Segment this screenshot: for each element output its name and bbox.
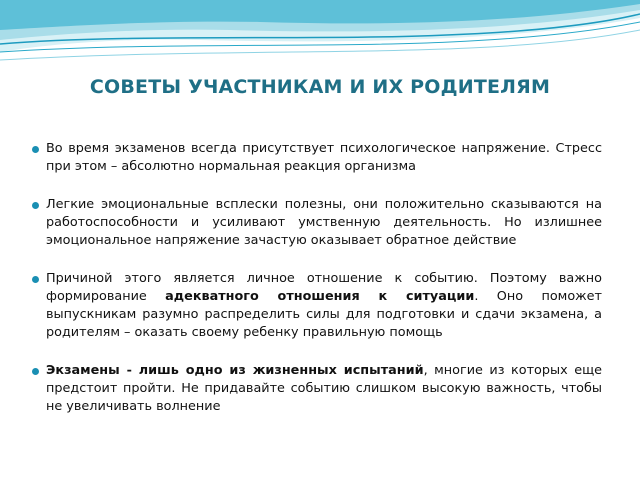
list-item — [32, 270, 602, 342]
header-wave-decoration — [0, 0, 640, 80]
bullet-icon — [32, 202, 39, 209]
bullet-icon — [32, 146, 39, 153]
tips-list — [32, 140, 602, 416]
item-text-bold: адекватного отношения к ситуации — [165, 289, 475, 304]
page-title: СОВЕТЫ УЧАСТНИКАМ И ИХ РОДИТЕЛЯМ — [89, 76, 551, 98]
item-text: Во время экзаменов всегда присутствует психологическое напряжение. Стресс при этом – абсолютно нормальная реакция организма — [46, 141, 602, 174]
list-item — [32, 362, 602, 416]
bullet-icon — [32, 276, 39, 283]
item-text-after: , многие из которых еще предстоит пройти. Не придавайте событию слишком высокую важность, чтобы не увеличивать волнение — [46, 363, 603, 414]
item-text-bold: Экзамены - лишь одно из жизненных испытаний — [46, 363, 424, 378]
bullet-icon — [32, 368, 39, 375]
item-text-before: Причиной этого является личное отношение к событию. Поэтому важно формирование — [46, 271, 602, 304]
list-item — [32, 140, 602, 176]
item-text: Легкие эмоциональные всплески полезны, они положительно сказываются на работоспособности и усиливают умственную деятельность. Но излишнее эмоциональное напряжение зачастую оказывает обратное действие — [46, 197, 602, 248]
item-text-after: . Оно поможет выпускникам разумно распределить силы для подготовки и сдачи экзамена, а родителям – оказать своему ребенку правильную помощь — [46, 289, 603, 340]
list-item — [32, 196, 602, 250]
